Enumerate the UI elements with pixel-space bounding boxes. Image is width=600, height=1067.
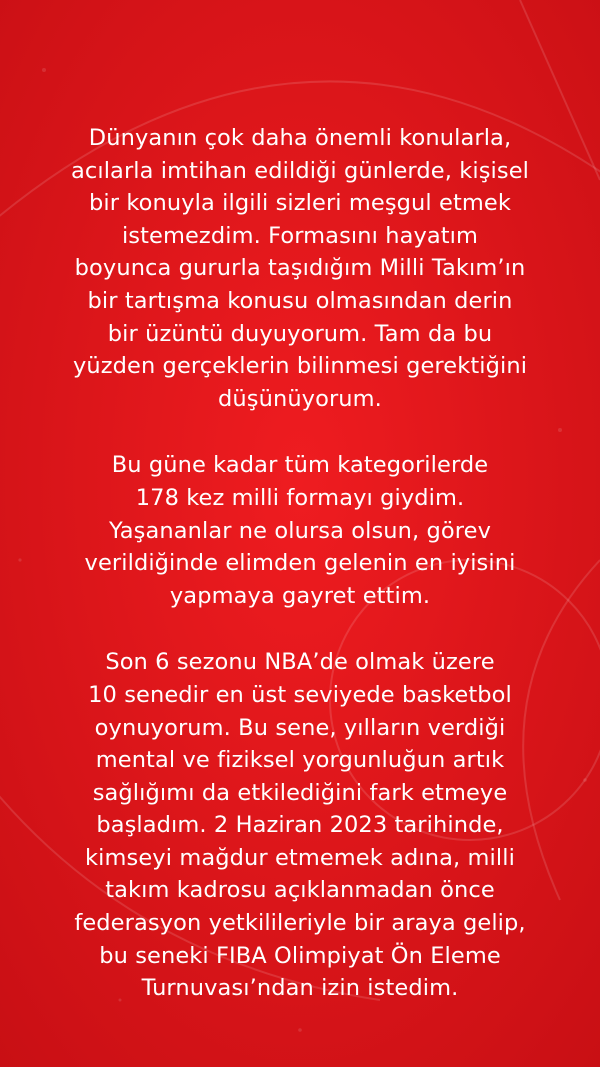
statement-line: bir üzüntü duyuyorum. Tam da bu xyxy=(107,320,493,347)
texture-speck xyxy=(42,68,46,72)
statement-line: kimseyi mağdur etmemek adına, milli xyxy=(85,844,515,871)
statement-line: başladım. 2 Haziran 2023 tarihinde, xyxy=(96,812,504,839)
statement-line: 10 senedir en üst seviyede basketbol xyxy=(88,681,512,708)
statement-line: verildiğinde elimden gelenin en iyisini xyxy=(84,550,516,577)
statement-paragraph xyxy=(0,122,600,415)
statement-line: sağlığımı da etkilediğini fark etmeye xyxy=(92,779,508,806)
statement-line: Dünyanın çok daha önemli konularla, xyxy=(88,125,512,151)
statement-line: 178 kez milli formayı giydim. xyxy=(135,484,465,511)
statement-line: Turnuvası’ndan izin istedim. xyxy=(141,975,459,1002)
statement-line: takım kadrosu açıklanmadan önce xyxy=(105,877,495,904)
statement-line: federasyon yetkilileriyle bir araya gelip, xyxy=(74,910,526,937)
statement-line: bu seneki FIBA Olimpiyat Ön Eleme xyxy=(99,942,501,969)
statement-line: Yaşananlar ne olursa olsun, görev xyxy=(109,517,491,544)
statement-text xyxy=(0,122,600,1039)
statement-line: yapmaya gayret ettim. xyxy=(169,582,431,609)
statement-line: bir konuyla ilgili sizleri meşgul etmek xyxy=(89,190,511,217)
statement-line: düşünüyorum. xyxy=(218,385,382,412)
statement-line: Son 6 sezonu NBA’de olmak üzere xyxy=(105,649,495,676)
statement-line: mental ve fiziksel yorgunluğun artık xyxy=(95,747,505,774)
statement-line: yüzden gerçeklerin bilinmesi gerektiğini xyxy=(72,353,528,380)
statement-paragraph xyxy=(0,449,600,612)
statement-line: Bu güne kadar tüm kategorilerde xyxy=(111,452,489,479)
statement-line: bir tartışma konusu olmasından derin xyxy=(87,287,513,314)
statement-line: istemezdim. Formasını hayatım xyxy=(121,222,479,249)
statement-paragraph xyxy=(0,646,600,1005)
statement-line: boyunca gururla taşıdığım Milli Takım’ın xyxy=(74,255,526,282)
statement-line: acılarla imtihan edildiği günlerde, kişisel xyxy=(71,157,529,184)
statement-line: oynuyorum. Bu sene, yılların verdiği xyxy=(94,714,506,741)
